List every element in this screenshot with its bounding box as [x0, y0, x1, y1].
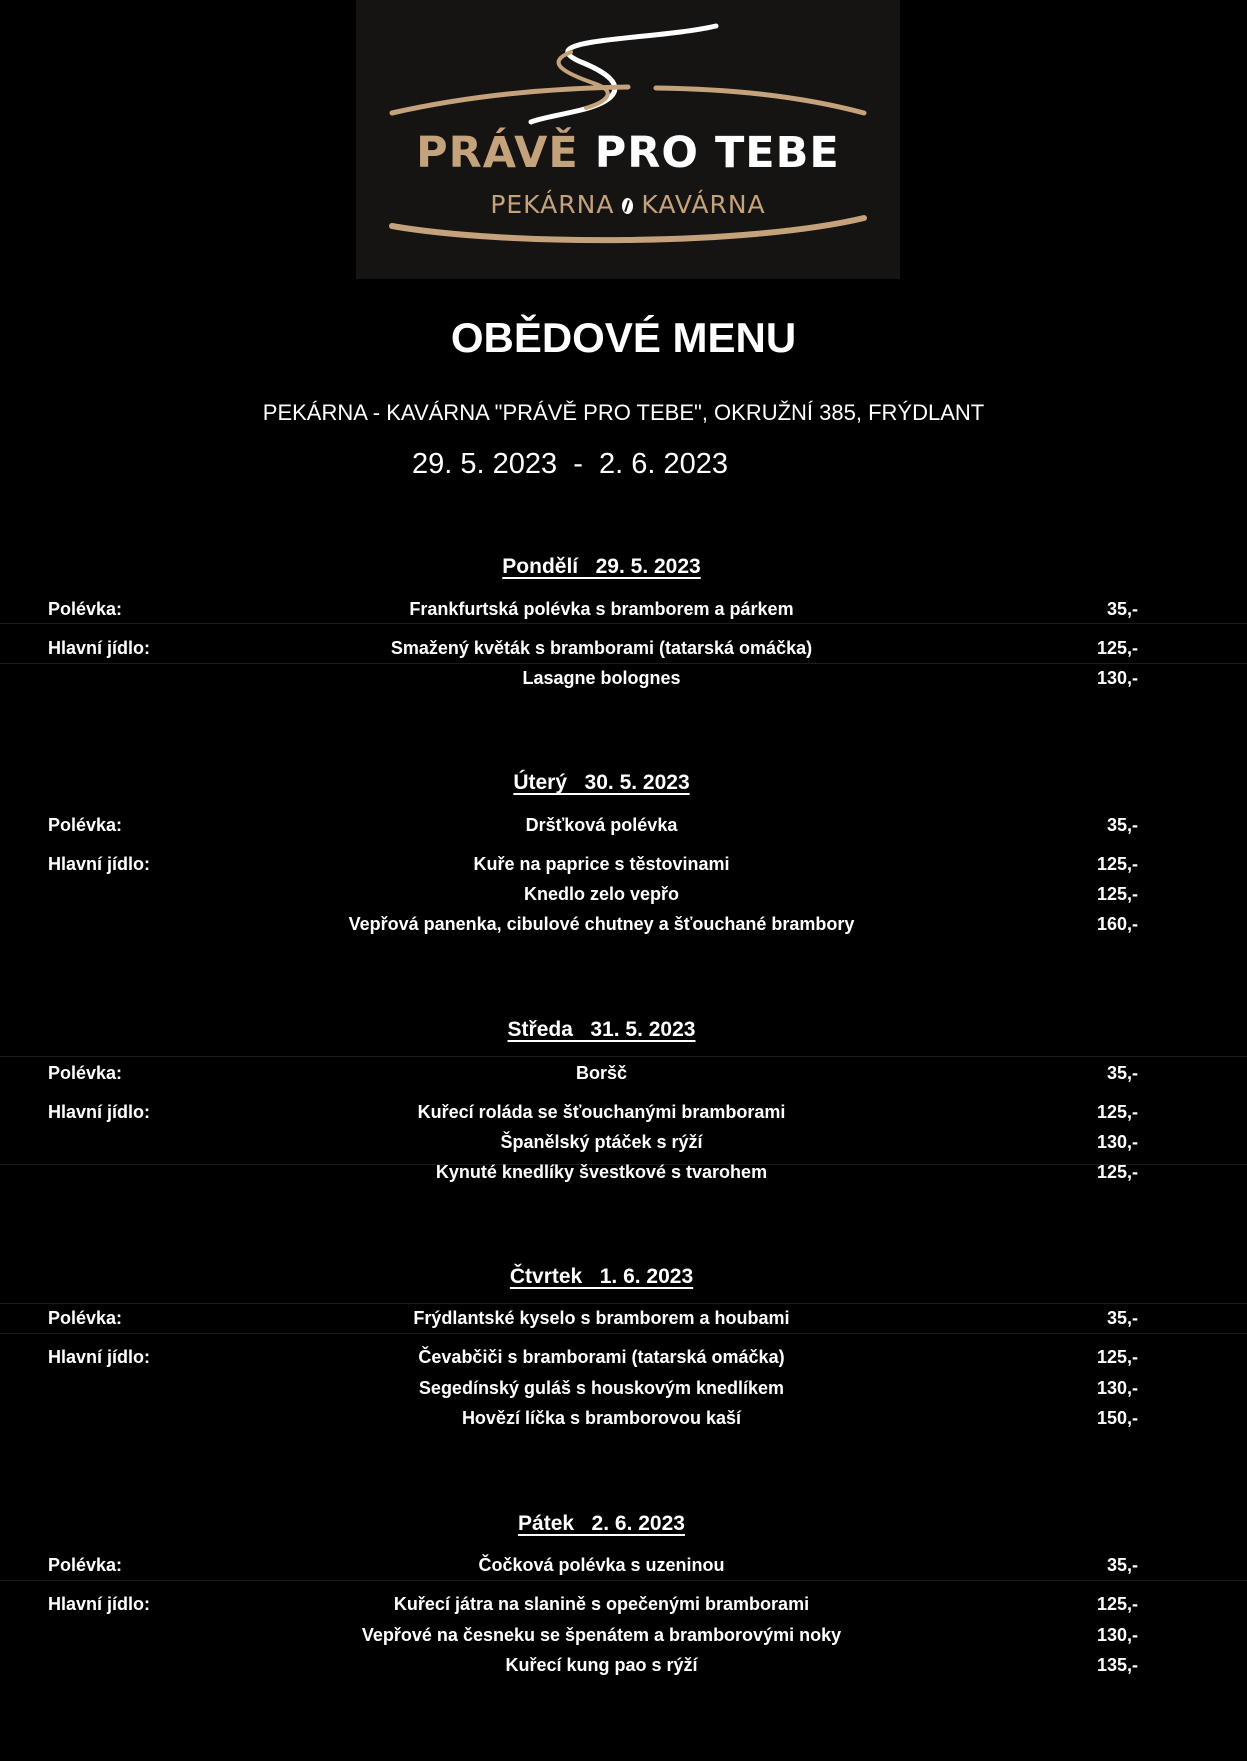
dish-name: Frýdlantské kyselo s bramborem a houbami — [413, 1308, 790, 1328]
logo-sub-left: PEKÁRNA — [490, 190, 615, 219]
dish-name: Lasagne bolognes — [522, 668, 681, 688]
soup-row — [0, 1308, 1247, 1334]
main-row — [0, 638, 1247, 664]
divider — [0, 1056, 1247, 1057]
dish-name: Kuře na paprice s těstovinami — [473, 854, 730, 874]
main-label: Hlavní jídlo: — [48, 1594, 151, 1614]
dish-price: 35,- — [1106, 1308, 1138, 1328]
main-row — [0, 1625, 1247, 1651]
dish-price: 130,- — [1096, 1378, 1138, 1398]
divider — [0, 1333, 1247, 1334]
main-row — [0, 668, 1247, 694]
main-label: Hlavní jídlo: — [48, 1347, 151, 1367]
logo-title — [356, 128, 900, 178]
soup-label: Polévka: — [48, 599, 123, 619]
dish-price: 130,- — [1096, 1132, 1138, 1152]
soup-label: Polévka: — [48, 1308, 123, 1328]
main-label: Hlavní jídlo: — [48, 1102, 151, 1122]
date-range: 29. 5. 2023 - 2. 6. 2023 — [412, 448, 729, 480]
dish-price: 125,- — [1096, 884, 1138, 904]
soup-row — [0, 1555, 1247, 1581]
dish-price: 150,- — [1096, 1408, 1138, 1428]
dish-name: Knedlo zelo vepřo — [523, 884, 680, 904]
dish-price: 130,- — [1096, 668, 1138, 688]
dish-price: 35,- — [1106, 815, 1138, 835]
main-label: Hlavní jídlo: — [48, 854, 151, 874]
main-row — [0, 1408, 1247, 1434]
dish-price: 125,- — [1096, 1102, 1138, 1122]
dish-name: Smažený květák s bramborami (tatarská omáčka) — [390, 638, 813, 658]
main-row — [0, 1655, 1247, 1681]
dish-price: 135,- — [1096, 1655, 1138, 1675]
dish-name: Kuřecí roláda se šťouchanými bramborami — [417, 1102, 786, 1122]
soup-label: Polévka: — [48, 815, 123, 835]
logo — [356, 0, 900, 279]
dish-name: Vepřové na česneku se špenátem a bramborovými noky — [361, 1625, 842, 1645]
dish-name: Vepřová panenka, cibulové chutney a šťouchané brambory — [348, 914, 855, 934]
main-row — [0, 1102, 1247, 1128]
day-heading: Pondělí 29. 5. 2023 — [502, 555, 701, 578]
main-row — [0, 1594, 1247, 1620]
divider — [0, 1303, 1247, 1304]
dish-price: 125,- — [1096, 854, 1138, 874]
coffee-bean-icon — [622, 198, 633, 214]
dish-name: Segedínský guláš s houskovým knedlíkem — [418, 1378, 785, 1398]
dish-name: Kynuté knedlíky švestkové s tvarohem — [435, 1162, 768, 1182]
dish-name: Dršťková polévka — [525, 815, 678, 835]
soup-row — [0, 599, 1247, 625]
dish-price: 35,- — [1106, 599, 1138, 619]
day-heading: Pátek 2. 6. 2023 — [518, 1512, 685, 1535]
main-row — [0, 1347, 1247, 1373]
main-row — [0, 1162, 1247, 1188]
main-row — [0, 914, 1247, 940]
dish-price: 125,- — [1096, 1594, 1138, 1614]
dish-price: 130,- — [1096, 1625, 1138, 1645]
logo-sub-right: KAVÁRNA — [641, 190, 766, 219]
dish-price: 125,- — [1096, 1162, 1138, 1182]
day-heading: Čtvrtek 1. 6. 2023 — [509, 1265, 694, 1288]
page-title: OBĚDOVÉ MENU — [450, 314, 797, 361]
dish-name: Čočková polévka s uzeninou — [478, 1555, 725, 1575]
logo-title-part1: PRÁVĚ — [416, 128, 579, 178]
dish-name: Frankfurtská polévka s bramborem a párkem — [409, 599, 794, 619]
dish-price: 160,- — [1096, 914, 1138, 934]
dish-name: Kuřecí játra na slanině s opečenými bramborami — [393, 1594, 810, 1614]
main-row — [0, 854, 1247, 880]
main-label: Hlavní jídlo: — [48, 638, 151, 658]
soup-label: Polévka: — [48, 1555, 123, 1575]
dish-name: Hovězí líčka s bramborovou kaší — [461, 1408, 742, 1428]
main-row — [0, 1132, 1247, 1158]
soup-row — [0, 815, 1247, 841]
main-row — [0, 1378, 1247, 1404]
dish-price: 35,- — [1106, 1063, 1138, 1083]
logo-title-part2: PRO TEBE — [594, 128, 840, 178]
dish-name: Španělský ptáček s rýží — [500, 1132, 703, 1152]
dish-name: Kuřecí kung pao s rýží — [505, 1655, 698, 1675]
soup-row — [0, 1063, 1247, 1089]
logo-subtitle — [356, 190, 900, 219]
address: PEKÁRNA - KAVÁRNA "PRÁVĚ PRO TEBE", OKRUŽNÍ 385, FRÝDLANT — [262, 400, 985, 425]
dish-price: 125,- — [1096, 638, 1138, 658]
day-heading: Úterý 30. 5. 2023 — [513, 771, 690, 794]
dish-name: Boršč — [575, 1063, 628, 1083]
dish-price: 125,- — [1096, 1347, 1138, 1367]
soup-label: Polévka: — [48, 1063, 123, 1083]
dish-name: Čevabčiči s bramborami (tatarská omáčka) — [418, 1347, 785, 1367]
day-heading: Středa 31. 5. 2023 — [507, 1018, 696, 1041]
dish-price: 35,- — [1106, 1555, 1138, 1575]
main-row — [0, 884, 1247, 910]
